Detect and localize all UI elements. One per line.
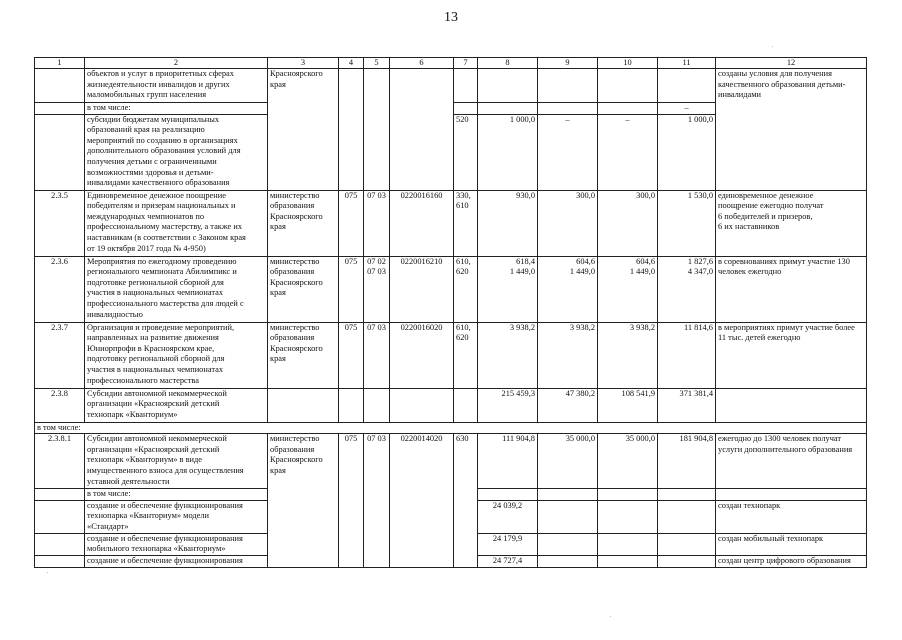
cell-administrator: министерство образования Красноярского края <box>268 256 339 322</box>
cell-result: в мероприятиях примут участие более 11 тыс. детей ежегодно <box>716 322 867 388</box>
cell-amount: 618,4 1 449,0 <box>478 256 538 322</box>
header-cell: 8 <box>478 58 538 69</box>
cell-grbs: 075 <box>339 256 364 322</box>
cell-number <box>35 69 85 103</box>
cell-number <box>35 500 85 533</box>
cell-result <box>716 388 867 422</box>
table-row <box>35 434 867 489</box>
cell-target: 0220016160 <box>390 190 454 256</box>
cell-result: создан технопарк <box>716 500 867 533</box>
cell-number <box>35 103 85 115</box>
cell-administrator <box>268 388 339 422</box>
scan-speck <box>47 572 48 573</box>
header-cell: 3 <box>268 58 339 69</box>
cell-amount: 215 459,3 <box>478 388 538 422</box>
cell-amount: 1 000,0 <box>478 114 538 190</box>
page-number: 13 <box>444 10 458 25</box>
cell-expense-type <box>454 69 478 103</box>
cell-description: создание и обеспечение функционирования <box>85 555 268 567</box>
cell-section: 07 03 <box>364 190 390 256</box>
cell-description: создание и обеспечение функционирования технопарка «Кванториум» модели «Стандарт» <box>85 500 268 533</box>
cell-amount: 111 904,8 <box>478 434 538 489</box>
cell-amount <box>598 555 658 567</box>
cell-description: в том числе: <box>85 489 268 501</box>
header-cell: 5 <box>364 58 390 69</box>
cell-section <box>364 388 390 422</box>
scan-speck <box>610 616 611 617</box>
cell-number <box>35 114 85 190</box>
cell-amount: 181 904,8 <box>658 434 716 489</box>
cell-expense-type <box>454 388 478 422</box>
cell-amount: 3 938,2 <box>538 322 598 388</box>
cell-number: 2.3.7 <box>35 322 85 388</box>
cell-result <box>716 489 867 501</box>
cell-result: единовременное денежное поощрение ежегодно получат 6 победителей и призеров, 6 их наставников <box>716 190 867 256</box>
cell-description: Организация и проведение мероприятий, направленных на развитие движения Юниорпрофи в Красноярском крае, подготовку региональной сборной для участия в национальных чемпионатах профессионального мастерства <box>85 322 268 388</box>
cell-amount <box>598 103 658 115</box>
cell-description: Субсидии автономной некоммерческой организации «Красноярский детский технопарк «Кванториум» в виде имущественного взноса для осуществления уставной деятельности <box>85 434 268 489</box>
cell-amount: 1 000,0 <box>658 114 716 190</box>
header-cell: 4 <box>339 58 364 69</box>
cell-amount: – <box>658 103 716 115</box>
cell-expense-type: 520 <box>454 114 478 190</box>
cell-amount <box>478 489 538 501</box>
cell-expense-type: 610, 620 <box>454 322 478 388</box>
table-row <box>35 190 867 256</box>
cell-grbs <box>339 69 364 191</box>
cell-amount: 35 000,0 <box>598 434 658 489</box>
cell-expense-type: 330, 610 <box>454 190 478 256</box>
scan-speck <box>772 46 773 47</box>
cell-amount: 300,0 <box>538 190 598 256</box>
cell-administrator: министерство образования Красноярского края <box>268 434 339 567</box>
cell-description: Мероприятия по ежегодному проведению регионального чемпионата Абилимпикс и подготовке региональной сборной для участия в национальных чемпионатах профессионального мастерства для людей с инвалидностью <box>85 256 268 322</box>
cell-expense-type <box>454 103 478 115</box>
cell-amount: 24 039,2 <box>478 500 538 533</box>
cell-result: в соревнованиях примут участие 130 человек ежегодно <box>716 256 867 322</box>
cell-amount <box>598 69 658 103</box>
cell-target <box>390 69 454 191</box>
cell-administrator: министерство образования Красноярского края <box>268 322 339 388</box>
cell-amount <box>658 533 716 555</box>
table-row <box>35 422 867 434</box>
cell-amount: 371 381,4 <box>658 388 716 422</box>
cell-grbs: 075 <box>339 322 364 388</box>
cell-amount: 108 541,9 <box>598 388 658 422</box>
cell-amount <box>658 489 716 501</box>
cell-amount <box>658 555 716 567</box>
program-table <box>34 57 867 568</box>
header-row <box>35 58 867 69</box>
cell-amount: 47 380,2 <box>538 388 598 422</box>
header-cell: 7 <box>454 58 478 69</box>
cell-target: 0220014020 <box>390 434 454 567</box>
cell-amount: 35 000,0 <box>538 434 598 489</box>
header-cell: 12 <box>716 58 867 69</box>
cell-number <box>35 533 85 555</box>
cell-number: 2.3.8.1 <box>35 434 85 489</box>
cell-amount <box>538 555 598 567</box>
cell-amount: – <box>598 114 658 190</box>
cell-amount <box>658 500 716 533</box>
table-row <box>35 256 867 322</box>
cell-amount <box>598 533 658 555</box>
cell-amount <box>538 489 598 501</box>
header-cell: 6 <box>390 58 454 69</box>
cell-section: 07 02 07 03 <box>364 256 390 322</box>
cell-target: 0220016020 <box>390 322 454 388</box>
cell-amount <box>598 489 658 501</box>
header-cell: 10 <box>598 58 658 69</box>
header-cell: 9 <box>538 58 598 69</box>
cell-amount <box>478 103 538 115</box>
cell-amount: 11 814,6 <box>658 322 716 388</box>
cell-result: создан центр цифрового образования <box>716 555 867 567</box>
cell-description: создание и обеспечение функционирования мобильного технопарка «Кванториум» <box>85 533 268 555</box>
cell-description: Субсидии автономной некоммерческой организации «Красноярский детский технопарк «Кванториум» <box>85 388 268 422</box>
cell-target <box>390 388 454 422</box>
cell-amount: 1 827,6 4 347,0 <box>658 256 716 322</box>
cell-amount <box>538 103 598 115</box>
cell-amount <box>538 533 598 555</box>
cell-description: субсидии бюджетам муниципальных образований края на реализацию мероприятий по созданию в организациях дополнительного образования условий для получения детьми с ограниченными возможностями здоровья и детьми- инвалидами качественного образования <box>85 114 268 190</box>
table-row <box>35 388 867 422</box>
cell-administrator: Красноярского края <box>268 69 339 191</box>
cell-amount: 930,0 <box>478 190 538 256</box>
cell-number: 2.3.6 <box>35 256 85 322</box>
cell-amount <box>538 69 598 103</box>
table-row <box>35 69 867 103</box>
cell-amount: 604,6 1 449,0 <box>598 256 658 322</box>
cell-target: 0220016210 <box>390 256 454 322</box>
table-row <box>35 322 867 388</box>
cell-amount: 24 179,9 <box>478 533 538 555</box>
cell-result: создан мобильный технопарк <box>716 533 867 555</box>
cell-amount: 1 530,0 <box>658 190 716 256</box>
cell-amount <box>478 69 538 103</box>
cell-amount <box>538 500 598 533</box>
cell-grbs: 075 <box>339 190 364 256</box>
cell-grbs <box>339 388 364 422</box>
cell-number: 2.3.8 <box>35 388 85 422</box>
cell-section: 07 03 <box>364 434 390 567</box>
cell-administrator: министерство образования Красноярского края <box>268 190 339 256</box>
cell-amount: 24 727,4 <box>478 555 538 567</box>
cell-amount: – <box>538 114 598 190</box>
cell-amount <box>598 500 658 533</box>
cell-description: в том числе: <box>85 103 268 115</box>
cell-amount <box>658 69 716 103</box>
header-cell: 11 <box>658 58 716 69</box>
cell-number: 2.3.5 <box>35 190 85 256</box>
cell-amount: 604,6 1 449,0 <box>538 256 598 322</box>
cell-amount: 300,0 <box>598 190 658 256</box>
cell-grbs: 075 <box>339 434 364 567</box>
cell-number <box>35 489 85 501</box>
header-cell: 2 <box>85 58 268 69</box>
cell-expense-type: 630 <box>454 434 478 567</box>
cell-description: объектов и услуг в приоритетных сферах жизнедеятельности инвалидов и других маломобильных групп населения <box>85 69 268 103</box>
cell-section: 07 03 <box>364 322 390 388</box>
cell-result: созданы условия для получения качественного образования детьми- инвалидами <box>716 69 867 191</box>
cell-description: Единовременное денежное поощрение победителям и призерам национальных и международных чемпионатов по профессиональному мастерству, а также их наставникам (в соответствии с Законом края от 19 октября 2017 года № 4-950) <box>85 190 268 256</box>
cell-section <box>364 69 390 191</box>
cell-number <box>35 555 85 567</box>
cell-expense-type: 610, 620 <box>454 256 478 322</box>
cell-amount: 3 938,2 <box>598 322 658 388</box>
subtotal-caption: в том числе: <box>35 422 867 434</box>
cell-amount: 3 938,2 <box>478 322 538 388</box>
header-cell: 1 <box>35 58 85 69</box>
cell-result: ежегодно до 1300 человек получат услуги дополнительного образования <box>716 434 867 489</box>
